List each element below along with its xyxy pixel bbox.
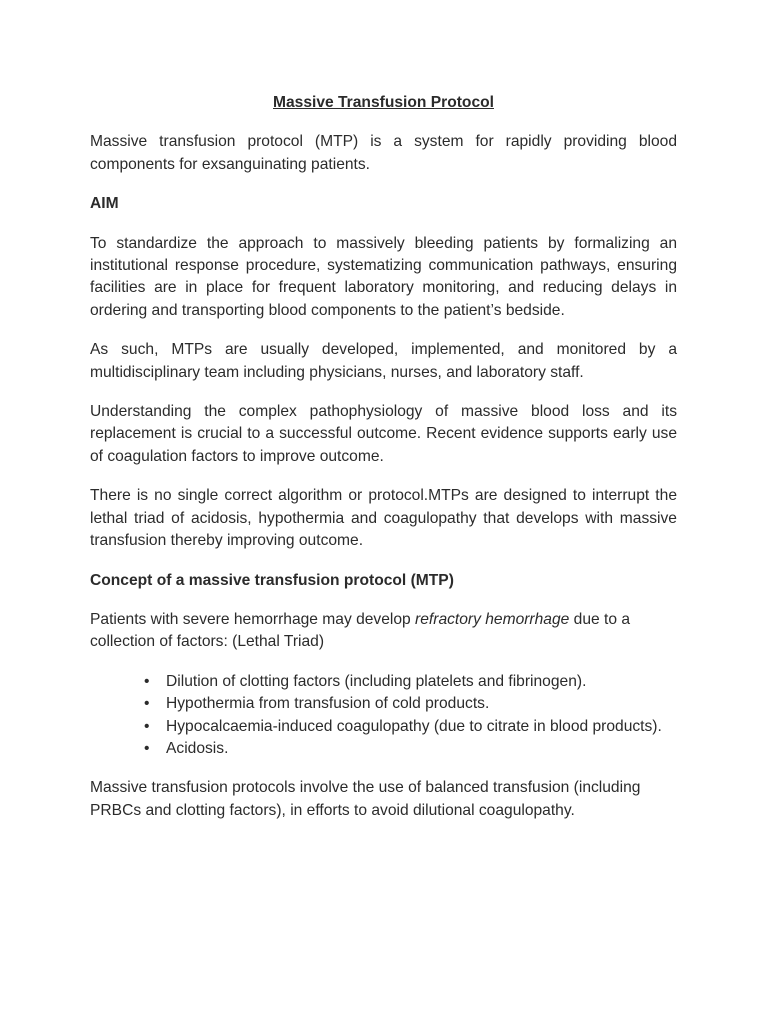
lethal-triad-list (90, 671, 677, 761)
list-item (144, 693, 677, 715)
bullet-icon: • (144, 739, 150, 757)
concept-intro-after: due to a collection of factors: (Lethal Triad) (90, 610, 631, 651)
concept-intro-paragraph (90, 609, 677, 654)
concept-intro-before: Patients with severe hemorrhage may develop (90, 610, 416, 628)
mtp-team-paragraph: As such, MTPs are usually developed, implemented, and monitored by a multidisciplinary team including physicians, nurses, and laboratory staff. (90, 341, 677, 381)
intro-paragraph: Massive transfusion protocol (MTP) is a system for rapidly providing blood components for exsanguinating patients. (90, 133, 677, 173)
concept-heading: Concept of a massive transfusion protocol (MTP) (90, 571, 454, 589)
bullet-icon: • (144, 672, 150, 690)
list-item (144, 716, 677, 738)
concept-intro-emphasis: refractory hemorrhage (415, 610, 570, 628)
lethal-triad-paragraph: There is no single correct algorithm or protocol.MTPs are designed to interrupt the lethal triad of acidosis, hypothermia and coagulopathy that develops with massive transfusion thereby improving outcome. (90, 487, 677, 550)
list-item (144, 671, 677, 693)
aim-paragraph: To standardize the approach to massively bleeding patients by formalizing an institutional response procedure, systematizing communication pathways, ensuring facilities are in place for frequent laboratory monitoring, and reducing delays in ordering and transporting blood components to the patient’s bedside. (90, 234, 677, 319)
list-item-text: Hypocalcaemia-induced coagulopathy (due to citrate in blood products). (166, 717, 662, 735)
list-item-text: Hypothermia from transfusion of cold products. (166, 695, 490, 713)
document-title: Massive Transfusion Protocol (273, 94, 494, 111)
bullet-icon: • (144, 695, 150, 713)
bullet-icon: • (144, 717, 150, 735)
pathophysiology-paragraph: Understanding the complex pathophysiology of massive blood loss and its replacement is crucial to a successful outcome. Recent evidence supports early use of coagulation factors to improve outcome. (90, 403, 677, 465)
list-item-text: Acidosis. (166, 739, 229, 757)
aim-heading: AIM (90, 195, 119, 213)
document-page (90, 92, 677, 839)
list-item (144, 738, 677, 760)
closing-paragraph: Massive transfusion protocols involve the use of balanced transfusion (including PRBCs and clotting factors), in efforts to avoid dilutional coagulopathy. (90, 779, 641, 819)
list-item-text: Dilution of clotting factors (including platelets and fibrinogen). (166, 672, 587, 690)
